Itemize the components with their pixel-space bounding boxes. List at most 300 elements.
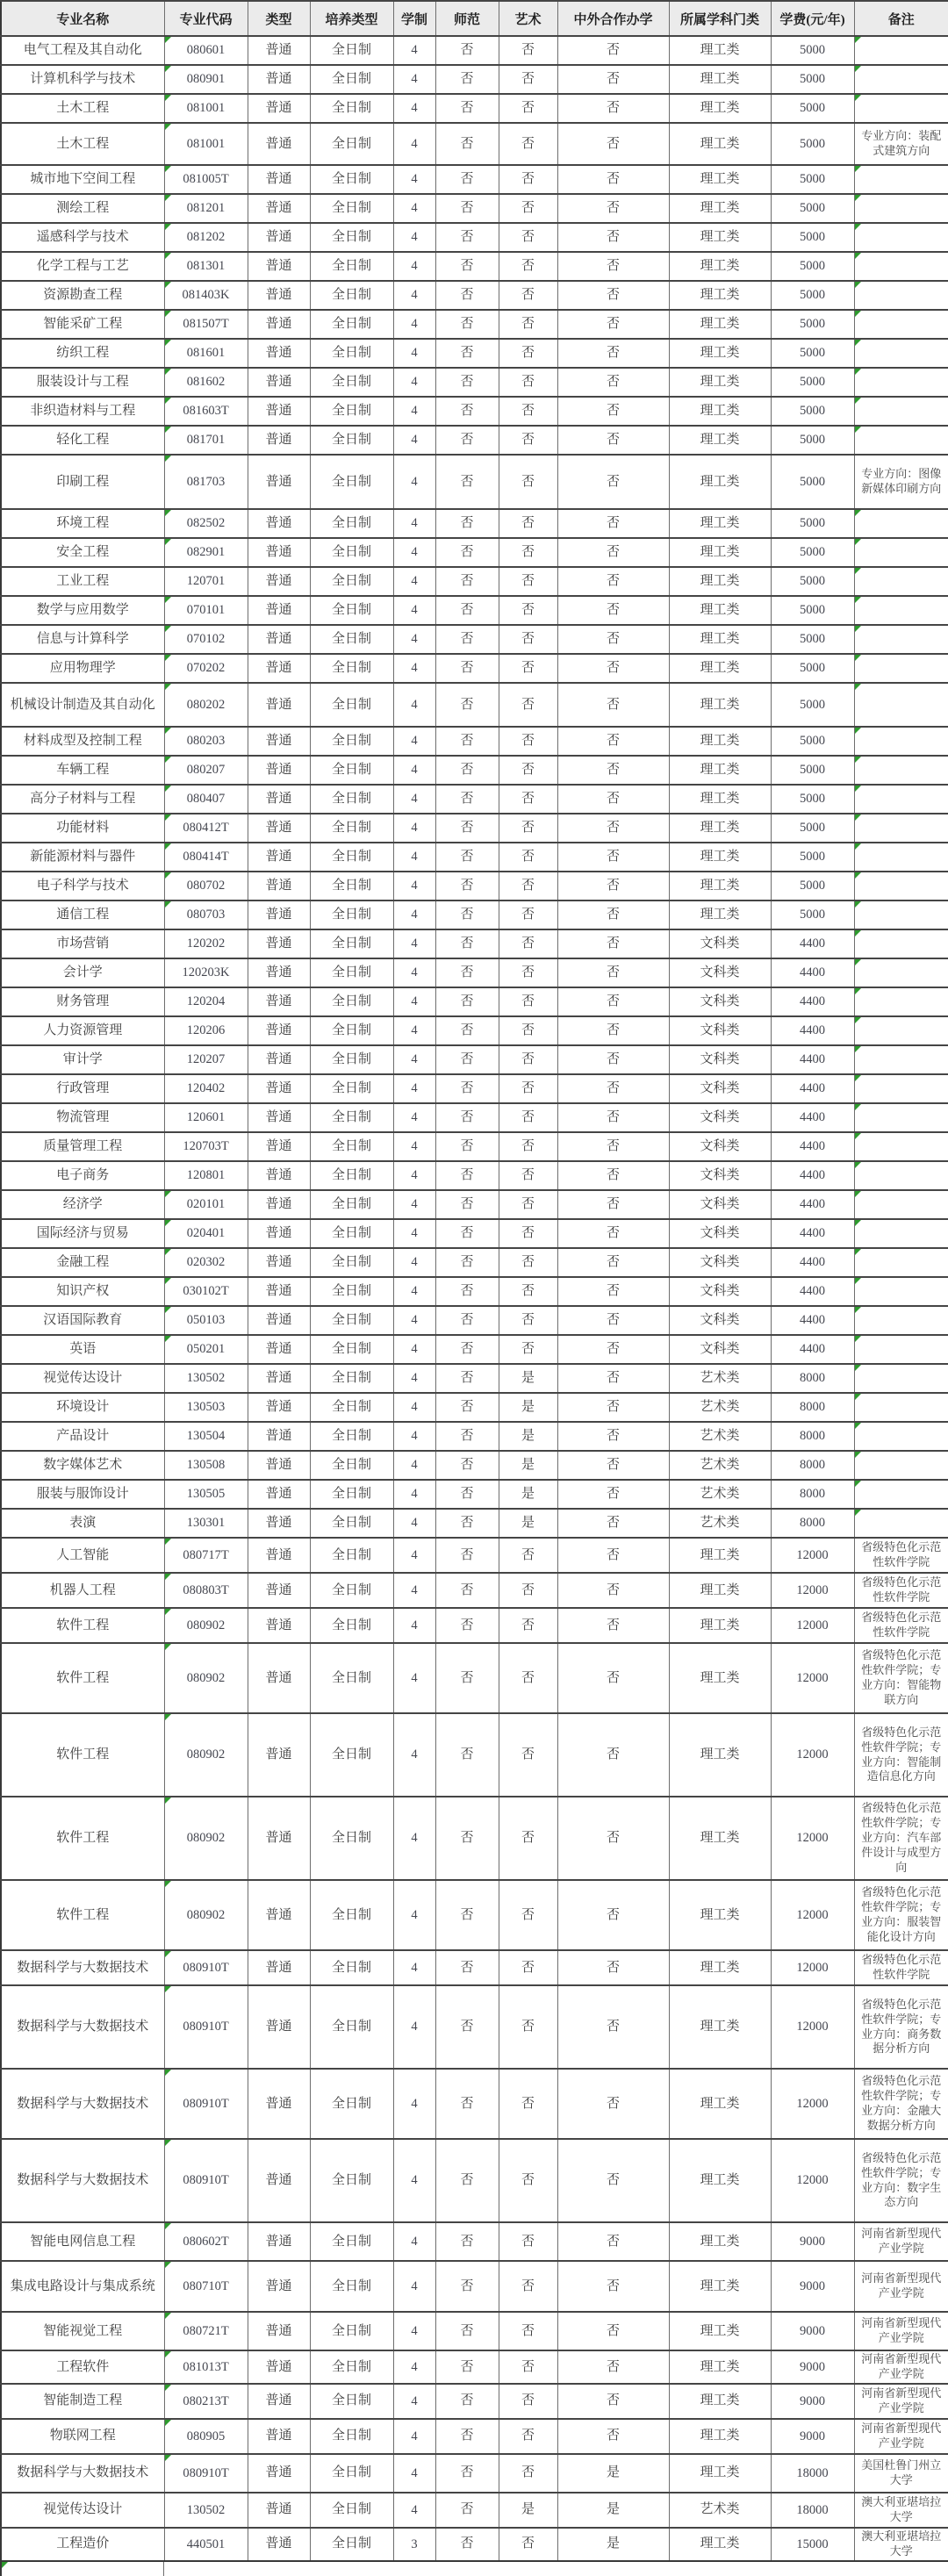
cell-training-type[interactable]: 全日制 (310, 785, 393, 814)
cell-major-name[interactable]: 行政管理 (1, 1074, 164, 1103)
cell-training-type[interactable]: 全日制 (310, 596, 393, 625)
cell-type[interactable]: 普通 (248, 756, 310, 785)
cell-major-name[interactable]: 智能电网信息工程 (1, 2222, 164, 2261)
cell-normal-edu[interactable]: 否 (435, 2528, 499, 2561)
cell-art[interactable]: 否 (499, 1985, 557, 2069)
cell-major-name[interactable]: 软件工程 (1, 1880, 164, 1950)
cell-art[interactable]: 否 (499, 252, 557, 281)
cell-art[interactable]: 否 (499, 872, 557, 901)
cell-discipline[interactable]: 理工类 (669, 2222, 771, 2261)
cell-tuition[interactable]: 4400 (771, 958, 854, 987)
cell-normal-edu[interactable]: 否 (435, 1451, 499, 1480)
cell-type[interactable]: 普通 (248, 1608, 310, 1643)
cell-training-type[interactable]: 全日制 (310, 727, 393, 756)
cell-normal-edu[interactable]: 否 (435, 1016, 499, 1045)
cell-normal-edu[interactable]: 否 (435, 567, 499, 596)
cell-major-name[interactable]: 国际经济与贸易 (1, 1219, 164, 1248)
cell-training-type[interactable]: 全日制 (310, 1509, 393, 1538)
cell-years[interactable]: 4 (393, 123, 435, 165)
cell-type[interactable]: 普通 (248, 1103, 310, 1132)
cell-training-type[interactable]: 全日制 (310, 1132, 393, 1161)
cell-normal-edu[interactable]: 否 (435, 1880, 499, 1950)
cell-type[interactable]: 普通 (248, 929, 310, 958)
cell-discipline[interactable]: 理工类 (669, 538, 771, 567)
cell-sino-foreign[interactable]: 否 (557, 1480, 669, 1509)
cell-years[interactable]: 4 (393, 1797, 435, 1880)
cell-major-code[interactable]: 082502 (164, 509, 248, 538)
cell-major-code[interactable]: 081403K (164, 281, 248, 310)
cell-discipline[interactable]: 理工类 (669, 1538, 771, 1573)
cell-discipline[interactable]: 理工类 (669, 281, 771, 310)
cell-years[interactable]: 4 (393, 2350, 435, 2384)
cell-discipline[interactable]: 理工类 (669, 2312, 771, 2350)
cell-years[interactable]: 4 (393, 987, 435, 1016)
cell-normal-edu[interactable]: 否 (435, 509, 499, 538)
cell-normal-edu[interactable]: 否 (435, 339, 499, 368)
cell-sino-foreign[interactable]: 否 (557, 368, 669, 397)
cell-type[interactable]: 普通 (248, 958, 310, 987)
cell-discipline[interactable]: 理工类 (669, 2528, 771, 2561)
cell-training-type[interactable]: 全日制 (310, 223, 393, 252)
cell-art[interactable]: 否 (499, 2069, 557, 2139)
cell-art[interactable]: 否 (499, 1132, 557, 1161)
cell-type[interactable]: 普通 (248, 1190, 310, 1219)
cell-major-name[interactable]: 数据科学与大数据技术 (1, 2454, 164, 2493)
cell-tuition[interactable]: 4400 (771, 987, 854, 1016)
cell-normal-edu[interactable]: 否 (435, 2384, 499, 2419)
cell-normal-edu[interactable]: 否 (435, 397, 499, 426)
cell-tuition[interactable]: 5000 (771, 785, 854, 814)
cell-normal-edu[interactable]: 否 (435, 1306, 499, 1335)
cell-sino-foreign[interactable]: 否 (557, 1451, 669, 1480)
cell-art[interactable]: 否 (499, 814, 557, 843)
cell-art[interactable]: 否 (499, 2419, 557, 2454)
cell-tuition[interactable]: 5000 (771, 426, 854, 455)
cell-years[interactable]: 4 (393, 2222, 435, 2261)
cell-type[interactable]: 普通 (248, 1335, 310, 1364)
cell-discipline[interactable]: 理工类 (669, 1797, 771, 1880)
cell-remark[interactable] (854, 1219, 948, 1248)
cell-sino-foreign[interactable]: 否 (557, 814, 669, 843)
cell-training-type[interactable]: 全日制 (310, 1016, 393, 1045)
cell-sino-foreign[interactable]: 否 (557, 123, 669, 165)
cell-major-name[interactable]: 数据科学与大数据技术 (1, 2069, 164, 2139)
cell-discipline[interactable]: 艺术类 (669, 1480, 771, 1509)
cell-sino-foreign[interactable]: 否 (557, 1713, 669, 1797)
cell-normal-edu[interactable]: 否 (435, 2139, 499, 2222)
cell-discipline[interactable]: 理工类 (669, 2069, 771, 2139)
cell-art[interactable]: 否 (499, 1713, 557, 1797)
cell-type[interactable]: 普通 (248, 1880, 310, 1950)
cell-tuition[interactable]: 9000 (771, 2312, 854, 2350)
cell-major-code[interactable]: 030102T (164, 1277, 248, 1306)
cell-remark[interactable]: 省级特色化示范性软件学院；专业方向：数字生态方向 (854, 2139, 948, 2222)
cell-years[interactable]: 4 (393, 281, 435, 310)
cell-training-type[interactable]: 全日制 (310, 281, 393, 310)
cell-art[interactable]: 否 (499, 281, 557, 310)
cell-major-name[interactable]: 机器人工程 (1, 1573, 164, 1608)
cell-sino-foreign[interactable]: 否 (557, 509, 669, 538)
cell-normal-edu[interactable]: 否 (435, 281, 499, 310)
cell-tuition[interactable]: 12000 (771, 1797, 854, 1880)
cell-major-name[interactable]: 工程造价 (1, 2528, 164, 2561)
cell-discipline[interactable]: 文科类 (669, 1074, 771, 1103)
cell-major-code[interactable]: 120207 (164, 1045, 248, 1074)
cell-major-name[interactable]: 产品设计 (1, 1422, 164, 1451)
cell-training-type[interactable]: 全日制 (310, 538, 393, 567)
cell-training-type[interactable]: 全日制 (310, 1538, 393, 1573)
cell-training-type[interactable]: 全日制 (310, 426, 393, 455)
cell-major-code[interactable]: 080910T (164, 1950, 248, 1985)
cell-art[interactable]: 否 (499, 2312, 557, 2350)
cell-type[interactable]: 普通 (248, 1132, 310, 1161)
cell-type[interactable]: 普通 (248, 426, 310, 455)
cell-tuition[interactable]: 4400 (771, 1074, 854, 1103)
cell-major-name[interactable]: 电气工程及其自动化 (1, 36, 164, 65)
cell-discipline[interactable]: 理工类 (669, 2454, 771, 2493)
cell-major-code[interactable]: 080721T (164, 2312, 248, 2350)
cell-major-name[interactable]: 软件工程 (1, 1797, 164, 1880)
cell-years[interactable]: 4 (393, 1950, 435, 1985)
cell-discipline[interactable]: 理工类 (669, 814, 771, 843)
cell-tuition[interactable]: 18000 (771, 2454, 854, 2493)
cell-training-type[interactable]: 全日制 (310, 843, 393, 872)
cell-major-code[interactable]: 120402 (164, 1074, 248, 1103)
cell-discipline[interactable]: 文科类 (669, 1045, 771, 1074)
cell-type[interactable]: 普通 (248, 1985, 310, 2069)
cell-art[interactable]: 否 (499, 455, 557, 509)
cell-art[interactable]: 否 (499, 1190, 557, 1219)
cell-type[interactable]: 普通 (248, 1509, 310, 1538)
column-header-major-name[interactable]: 专业名称 (1, 1, 164, 36)
cell-normal-edu[interactable]: 否 (435, 1797, 499, 1880)
cell-remark[interactable]: 澳大利亚堪培拉大学 (854, 2493, 948, 2528)
cell-art[interactable]: 是 (499, 1364, 557, 1393)
cell-major-code[interactable]: 081201 (164, 194, 248, 223)
cell-art[interactable]: 否 (499, 368, 557, 397)
cell-type[interactable]: 普通 (248, 397, 310, 426)
cell-remark[interactable] (854, 1422, 948, 1451)
cell-discipline[interactable]: 理工类 (669, 36, 771, 65)
cell-normal-edu[interactable]: 否 (435, 2419, 499, 2454)
column-header-art[interactable]: 艺术 (499, 1, 557, 36)
cell-art[interactable]: 否 (499, 1880, 557, 1950)
cell-normal-edu[interactable]: 否 (435, 1219, 499, 1248)
cell-art[interactable]: 否 (499, 1608, 557, 1643)
cell-type[interactable]: 普通 (248, 567, 310, 596)
cell-remark[interactable] (854, 368, 948, 397)
cell-training-type[interactable]: 全日制 (310, 1248, 393, 1277)
cell-major-code[interactable]: 130503 (164, 1393, 248, 1422)
cell-major-name[interactable]: 材料成型及控制工程 (1, 727, 164, 756)
cell-type[interactable]: 普通 (248, 2139, 310, 2222)
cell-major-code[interactable]: 080902 (164, 1608, 248, 1643)
cell-major-code[interactable]: 081001 (164, 94, 248, 123)
cell-major-name[interactable]: 财务管理 (1, 987, 164, 1016)
cell-years[interactable]: 4 (393, 1538, 435, 1573)
cell-training-type[interactable]: 全日制 (310, 397, 393, 426)
cell-discipline[interactable]: 理工类 (669, 2139, 771, 2222)
cell-discipline[interactable]: 理工类 (669, 194, 771, 223)
cell-discipline[interactable]: 文科类 (669, 1277, 771, 1306)
cell-remark[interactable] (854, 683, 948, 727)
cell-tuition[interactable]: 4400 (771, 1248, 854, 1277)
cell-major-code[interactable]: 080414T (164, 843, 248, 872)
cell-years[interactable]: 4 (393, 1132, 435, 1161)
cell-years[interactable]: 4 (393, 1643, 435, 1713)
cell-years[interactable]: 4 (393, 785, 435, 814)
cell-art[interactable]: 否 (499, 901, 557, 929)
cell-remark[interactable]: 河南省新型现代产业学院 (854, 2312, 948, 2350)
cell-remark[interactable] (854, 281, 948, 310)
cell-art[interactable]: 否 (499, 65, 557, 94)
cell-remark[interactable] (854, 654, 948, 683)
cell-remark[interactable] (854, 958, 948, 987)
cell-discipline[interactable]: 理工类 (669, 756, 771, 785)
cell-tuition[interactable]: 4400 (771, 1103, 854, 1132)
cell-training-type[interactable]: 全日制 (310, 987, 393, 1016)
cell-major-name[interactable]: 车辆工程 (1, 756, 164, 785)
cell-years[interactable]: 4 (393, 1713, 435, 1797)
cell-normal-edu[interactable]: 否 (435, 2454, 499, 2493)
cell-discipline[interactable]: 理工类 (669, 310, 771, 339)
cell-normal-edu[interactable]: 否 (435, 2493, 499, 2528)
cell-major-code[interactable]: 081001 (164, 123, 248, 165)
cell-training-type[interactable]: 全日制 (310, 1422, 393, 1451)
cell-sino-foreign[interactable]: 否 (557, 901, 669, 929)
cell-years[interactable]: 4 (393, 625, 435, 654)
cell-normal-edu[interactable]: 否 (435, 94, 499, 123)
cell-type[interactable]: 普通 (248, 1364, 310, 1393)
cell-remark[interactable] (854, 1306, 948, 1335)
cell-art[interactable]: 否 (499, 1045, 557, 1074)
cell-major-code[interactable]: 070102 (164, 625, 248, 654)
cell-major-code[interactable]: 081603T (164, 397, 248, 426)
cell-type[interactable]: 普通 (248, 65, 310, 94)
cell-sino-foreign[interactable]: 否 (557, 455, 669, 509)
cell-type[interactable]: 普通 (248, 1451, 310, 1480)
cell-discipline[interactable]: 文科类 (669, 958, 771, 987)
cell-sino-foreign[interactable]: 否 (557, 1016, 669, 1045)
cell-major-code[interactable]: 130508 (164, 1451, 248, 1480)
cell-type[interactable]: 普通 (248, 1393, 310, 1422)
cell-major-code[interactable]: 080902 (164, 1797, 248, 1880)
cell-sino-foreign[interactable]: 否 (557, 683, 669, 727)
cell-normal-edu[interactable]: 否 (435, 1713, 499, 1797)
cell-sino-foreign[interactable]: 否 (557, 1132, 669, 1161)
cell-major-name[interactable]: 化学工程与工艺 (1, 252, 164, 281)
cell-major-code[interactable]: 070101 (164, 596, 248, 625)
cell-type[interactable]: 普通 (248, 1306, 310, 1335)
cell-major-name[interactable]: 纺织工程 (1, 339, 164, 368)
cell-discipline[interactable]: 艺术类 (669, 1509, 771, 1538)
cell-years[interactable]: 4 (393, 165, 435, 194)
cell-tuition[interactable]: 5000 (771, 397, 854, 426)
cell-art[interactable]: 否 (499, 2350, 557, 2384)
cell-art[interactable]: 否 (499, 727, 557, 756)
cell-type[interactable]: 普通 (248, 1016, 310, 1045)
cell-major-name[interactable]: 轻化工程 (1, 426, 164, 455)
cell-major-code[interactable]: 080910T (164, 1985, 248, 2069)
cell-discipline[interactable]: 艺术类 (669, 1422, 771, 1451)
cell-discipline[interactable]: 理工类 (669, 165, 771, 194)
cell-remark[interactable] (854, 1480, 948, 1509)
cell-normal-edu[interactable]: 否 (435, 654, 499, 683)
cell-training-type[interactable]: 全日制 (310, 683, 393, 727)
cell-art[interactable]: 否 (499, 538, 557, 567)
cell-discipline[interactable]: 理工类 (669, 683, 771, 727)
cell-remark[interactable] (854, 1132, 948, 1161)
cell-discipline[interactable]: 文科类 (669, 1306, 771, 1335)
cell-remark[interactable] (854, 1045, 948, 1074)
cell-tuition[interactable]: 5000 (771, 310, 854, 339)
cell-major-name[interactable]: 视觉传达设计 (1, 1364, 164, 1393)
cell-major-code[interactable]: 120206 (164, 1016, 248, 1045)
cell-discipline[interactable]: 文科类 (669, 1219, 771, 1248)
cell-discipline[interactable]: 理工类 (669, 2419, 771, 2454)
cell-major-code[interactable]: 080902 (164, 1643, 248, 1713)
cell-discipline[interactable]: 文科类 (669, 1132, 771, 1161)
cell-remark[interactable] (854, 1161, 948, 1190)
cell-tuition[interactable]: 4400 (771, 1335, 854, 1364)
cell-years[interactable]: 3 (393, 2528, 435, 2561)
cell-normal-edu[interactable]: 否 (435, 2222, 499, 2261)
cell-major-name[interactable]: 安全工程 (1, 538, 164, 567)
cell-major-name[interactable]: 表演 (1, 1509, 164, 1538)
cell-sino-foreign[interactable]: 否 (557, 625, 669, 654)
cell-major-code[interactable]: 130504 (164, 1422, 248, 1451)
cell-major-name[interactable]: 审计学 (1, 1045, 164, 1074)
cell-normal-edu[interactable]: 否 (435, 1509, 499, 1538)
cell-training-type[interactable]: 全日制 (310, 509, 393, 538)
cell-normal-edu[interactable]: 否 (435, 1393, 499, 1422)
cell-training-type[interactable]: 全日制 (310, 36, 393, 65)
cell-years[interactable]: 4 (393, 426, 435, 455)
cell-sino-foreign[interactable]: 否 (557, 872, 669, 901)
cell-sino-foreign[interactable]: 否 (557, 223, 669, 252)
column-header-type[interactable]: 类型 (248, 1, 310, 36)
cell-type[interactable]: 普通 (248, 123, 310, 165)
cell-tuition[interactable]: 5000 (771, 872, 854, 901)
cell-tuition[interactable]: 12000 (771, 1713, 854, 1797)
cell-major-name[interactable]: 数据科学与大数据技术 (1, 2139, 164, 2222)
cell-major-code[interactable]: 120701 (164, 567, 248, 596)
cell-major-code[interactable]: 080703 (164, 901, 248, 929)
cell-remark[interactable]: 省级特色化示范性软件学院；专业方向：商务数据分析方向 (854, 1985, 948, 2069)
cell-discipline[interactable]: 理工类 (669, 1643, 771, 1713)
cell-art[interactable]: 否 (499, 339, 557, 368)
cell-normal-edu[interactable]: 否 (435, 2261, 499, 2312)
cell-tuition[interactable]: 5000 (771, 94, 854, 123)
cell-remark[interactable]: 河南省新型现代产业学院 (854, 2261, 948, 2312)
cell-major-name[interactable]: 城市地下空间工程 (1, 165, 164, 194)
cell-art[interactable]: 否 (499, 1016, 557, 1045)
cell-training-type[interactable]: 全日制 (310, 1335, 393, 1364)
cell-tuition[interactable]: 5000 (771, 538, 854, 567)
cell-sino-foreign[interactable]: 是 (557, 2493, 669, 2528)
cell-major-code[interactable]: 080902 (164, 1713, 248, 1797)
cell-years[interactable]: 4 (393, 872, 435, 901)
cell-years[interactable]: 4 (393, 1480, 435, 1509)
cell-normal-edu[interactable]: 否 (435, 1538, 499, 1573)
cell-tuition[interactable]: 12000 (771, 2139, 854, 2222)
cell-art[interactable]: 否 (499, 2222, 557, 2261)
cell-years[interactable]: 4 (393, 1161, 435, 1190)
cell-normal-edu[interactable]: 否 (435, 1950, 499, 1985)
cell-tuition[interactable]: 8000 (771, 1422, 854, 1451)
cell-normal-edu[interactable]: 否 (435, 1335, 499, 1364)
cell-years[interactable]: 4 (393, 2261, 435, 2312)
cell-years[interactable]: 4 (393, 683, 435, 727)
cell-training-type[interactable]: 全日制 (310, 1103, 393, 1132)
cell-major-code[interactable]: 081601 (164, 339, 248, 368)
cell-sino-foreign[interactable]: 否 (557, 1074, 669, 1103)
cell-tuition[interactable]: 5000 (771, 165, 854, 194)
cell-major-code[interactable]: 080902 (164, 1880, 248, 1950)
cell-major-code[interactable]: 080717T (164, 1538, 248, 1573)
cell-type[interactable]: 普通 (248, 785, 310, 814)
cell-years[interactable]: 4 (393, 1306, 435, 1335)
cell-remark[interactable] (854, 843, 948, 872)
cell-remark[interactable] (854, 339, 948, 368)
cell-type[interactable]: 普通 (248, 1422, 310, 1451)
cell-normal-edu[interactable]: 否 (435, 1103, 499, 1132)
cell-remark[interactable]: 省级特色化示范性软件学院 (854, 1950, 948, 1985)
cell-art[interactable]: 否 (499, 36, 557, 65)
cell-normal-edu[interactable]: 否 (435, 2069, 499, 2139)
cell-remark[interactable] (854, 1103, 948, 1132)
cell-normal-edu[interactable]: 否 (435, 426, 499, 455)
cell-tuition[interactable]: 12000 (771, 1880, 854, 1950)
column-header-discipline[interactable]: 所属学科门类 (669, 1, 771, 36)
cell-training-type[interactable]: 全日制 (310, 1797, 393, 1880)
cell-years[interactable]: 4 (393, 1335, 435, 1364)
cell-training-type[interactable]: 全日制 (310, 1880, 393, 1950)
cell-training-type[interactable]: 全日制 (310, 94, 393, 123)
cell-art[interactable]: 否 (499, 165, 557, 194)
cell-tuition[interactable]: 8000 (771, 1451, 854, 1480)
cell-major-code[interactable]: 080407 (164, 785, 248, 814)
cell-sino-foreign[interactable]: 是 (557, 2454, 669, 2493)
cell-training-type[interactable]: 全日制 (310, 339, 393, 368)
cell-major-name[interactable]: 电子商务 (1, 1161, 164, 1190)
cell-remark[interactable] (854, 223, 948, 252)
cell-major-name[interactable]: 质量管理工程 (1, 1132, 164, 1161)
cell-major-name[interactable]: 土木工程 (1, 123, 164, 165)
cell-sino-foreign[interactable]: 否 (557, 538, 669, 567)
cell-sino-foreign[interactable]: 否 (557, 756, 669, 785)
cell-major-name[interactable]: 应用物理学 (1, 654, 164, 683)
cell-art[interactable]: 否 (499, 2384, 557, 2419)
cell-type[interactable]: 普通 (248, 538, 310, 567)
column-header-major-code[interactable]: 专业代码 (164, 1, 248, 36)
cell-tuition[interactable]: 4400 (771, 1161, 854, 1190)
cell-tuition[interactable]: 4400 (771, 929, 854, 958)
cell-tuition[interactable]: 5000 (771, 654, 854, 683)
cell-sino-foreign[interactable]: 否 (557, 987, 669, 1016)
cell-tuition[interactable]: 5000 (771, 455, 854, 509)
cell-tuition[interactable]: 5000 (771, 567, 854, 596)
cell-discipline[interactable]: 理工类 (669, 872, 771, 901)
cell-training-type[interactable]: 全日制 (310, 2419, 393, 2454)
cell-training-type[interactable]: 全日制 (310, 2261, 393, 2312)
cell-major-name[interactable]: 知识产权 (1, 1277, 164, 1306)
cell-major-code[interactable]: 120204 (164, 987, 248, 1016)
cell-training-type[interactable]: 全日制 (310, 165, 393, 194)
cell-sino-foreign[interactable]: 否 (557, 2261, 669, 2312)
cell-years[interactable]: 4 (393, 2069, 435, 2139)
cell-remark[interactable] (854, 987, 948, 1016)
